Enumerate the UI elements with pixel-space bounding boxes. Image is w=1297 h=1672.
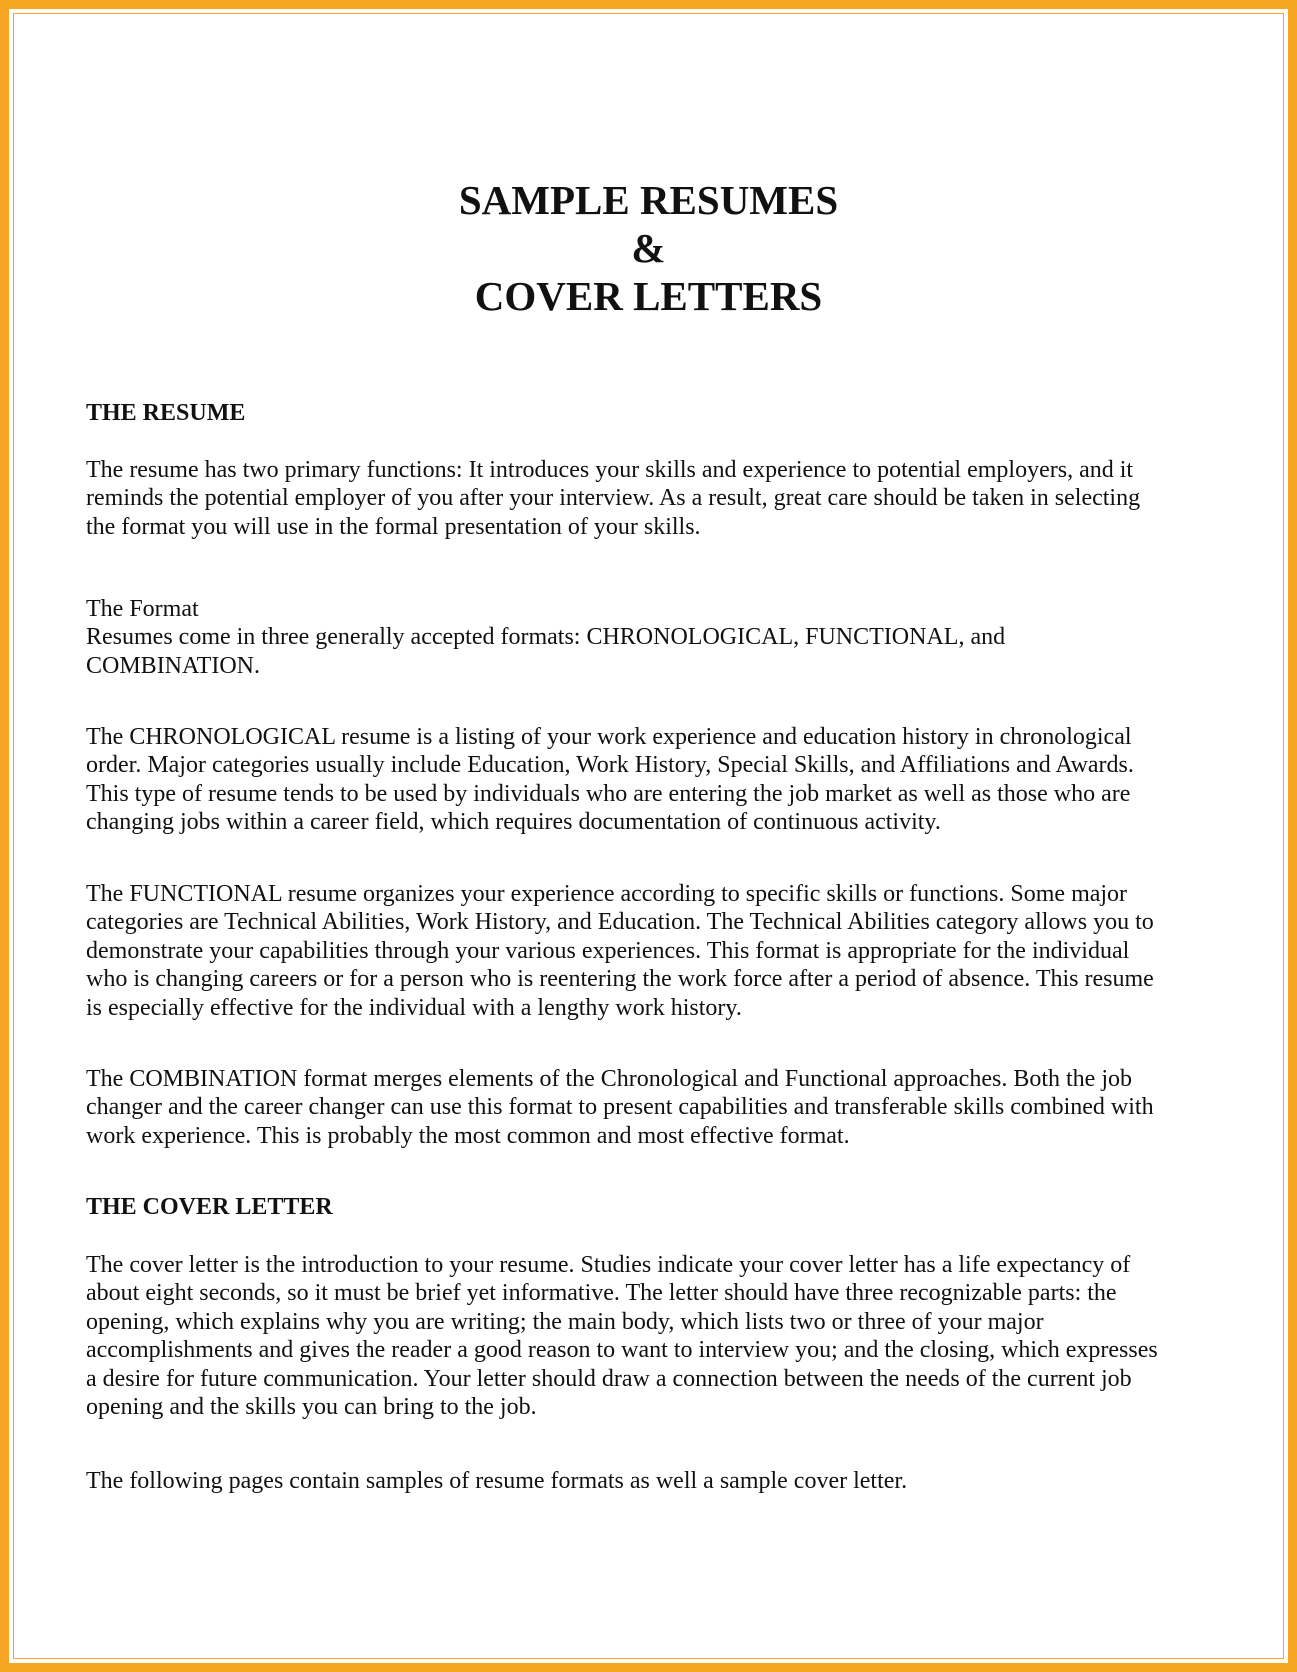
paragraph-line: opening and the skills you can bring to the job. xyxy=(86,1394,537,1421)
paragraph-line: a desire for future communication. Your letter should draw a connection between the needs of the current job xyxy=(86,1365,1132,1392)
paragraph-line: opening, which explains why you are writing; the main body, which lists two or three of your major xyxy=(86,1308,1044,1335)
paragraph-line: about eight seconds, so it must be brief yet informative. The letter should have three recognizable parts: the xyxy=(86,1280,1117,1307)
title-line-3: COVER LETTERS xyxy=(474,273,823,319)
paragraph-line: who is changing careers or for a person who is reentering the work force after a period of absence. This resume xyxy=(86,966,1154,993)
cover-letter-heading: THE COVER LETTER xyxy=(86,1194,333,1220)
paragraph-line: changer and the career changer can use this format to present capabilities and transferable skills combined with xyxy=(86,1094,1154,1121)
paragraph-line: The COMBINATION format merges elements of the Chronological and Functional approaches. Both the job xyxy=(86,1066,1132,1092)
paragraph-line: categories are Technical Abilities, Work History, and Education. The Technical Abilities category allows you to xyxy=(86,909,1154,936)
format-paragraph xyxy=(86,595,1236,680)
paragraph-line: work experience. This is probably the most common and most effective format. xyxy=(86,1122,850,1149)
functional-paragraph xyxy=(86,880,1236,1022)
paragraph-line: demonstrate your capabilities through your various experiences. This format is appropriate for the individual xyxy=(86,937,1130,964)
chronological-paragraph xyxy=(86,723,1236,837)
document-title xyxy=(0,176,1297,320)
cover-letter-paragraph xyxy=(86,1251,1236,1421)
paragraph-line: order. Major categories usually include Education, Work History, Special Skills, and Affiliations and Awards. xyxy=(86,752,1134,779)
format-subheading: The Format xyxy=(86,596,199,622)
paragraph-line: COMBINATION. xyxy=(86,652,260,679)
paragraph-line: the format you will use in the formal presentation of your skills. xyxy=(86,513,701,540)
paragraph-line: This type of resume tends to be used by individuals who are entering the job market as well as those who are xyxy=(86,780,1131,807)
paragraph-line: The resume has two primary functions: It introduces your skills and experience to potential employers, and it xyxy=(86,457,1134,483)
paragraph-line: The following pages contain samples of resume formats as well a sample cover letter. xyxy=(86,1468,908,1494)
paragraph-line: The FUNCTIONAL resume organizes your experience according to specific skills or functions. Some major xyxy=(86,881,1128,907)
paragraph-line: reminds the potential employer of you after your interview. As a result, great care should be taken in selecting xyxy=(86,485,1141,512)
paragraph-line: The cover letter is the introduction to your resume. Studies indicate your cover letter has a life expectancy of xyxy=(86,1252,1131,1278)
resume-heading: THE RESUME xyxy=(86,400,246,426)
paragraph-line: changing jobs within a career field, which requires documentation of continuous activity. xyxy=(86,809,941,836)
combination-paragraph xyxy=(86,1065,1236,1150)
resume-intro-paragraph xyxy=(86,456,1236,541)
paragraph-line: accomplishments and gives the reader a good reason to want to interview you; and the closing, which expresses xyxy=(86,1337,1158,1364)
closing-paragraph xyxy=(86,1467,1236,1495)
title-line-2: & xyxy=(631,225,666,271)
title-line-1: SAMPLE RESUMES xyxy=(458,177,839,223)
paragraph-line: Resumes come in three generally accepted formats: CHRONOLOGICAL, FUNCTIONAL, and xyxy=(86,624,1006,651)
paragraph-line: is especially effective for the individual with a lengthy work history. xyxy=(86,994,742,1021)
paragraph-line: The CHRONOLOGICAL resume is a listing of your work experience and education history in chronological xyxy=(86,724,1132,750)
